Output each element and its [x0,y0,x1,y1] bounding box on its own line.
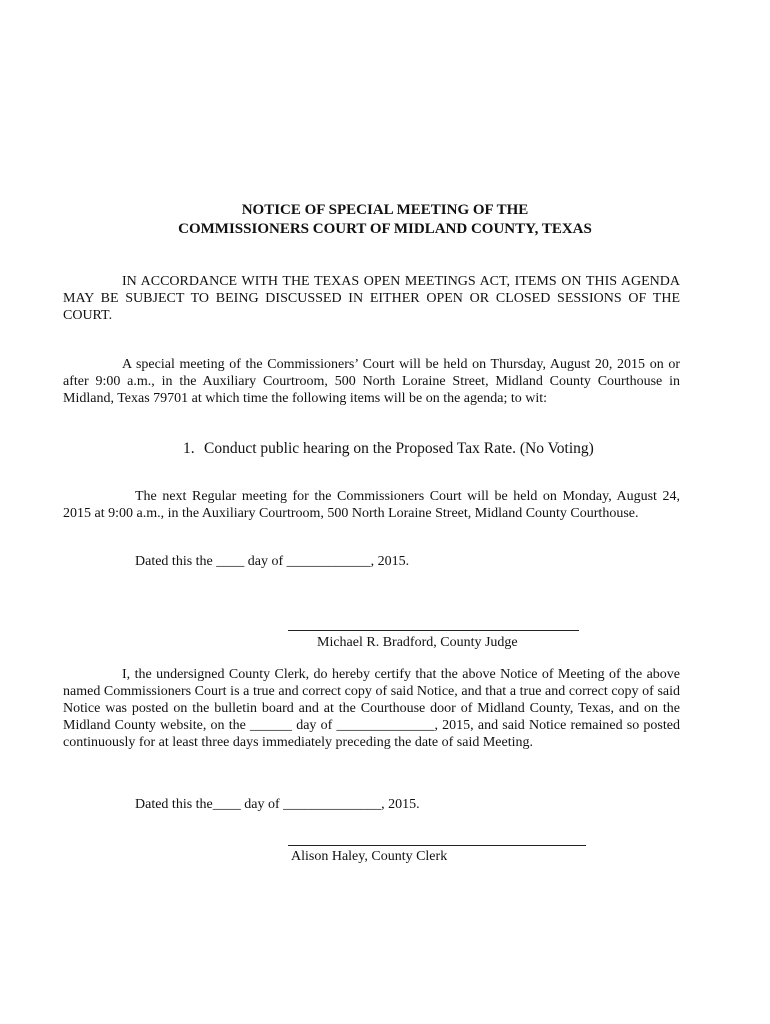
notice-title-line-1: NOTICE OF SPECIAL MEETING OF THE [241,202,529,218]
open-meetings-notice: IN ACCORDANCE WITH THE TEXAS OPEN MEETINGS ACT, ITEMS ON THIS AGENDA MAY BE SUBJECT TO BEING DISCUSSED IN EITHER OPEN OR CLOSED SESSIONS OF THE COURT. [63,274,680,323]
dated-line-judge: Dated this the ____ day of ____________, 2015. [135,554,410,569]
judge-signature-line [288,630,579,631]
clerk-signature-name: Alison Haley, County Clerk [291,849,448,864]
dated-line-clerk: Dated this the____ day of ______________, 2015. [135,797,420,812]
clerk-certification-paragraph: I, the undersigned County Clerk, do hereby certify that the above Notice of Meeting of the above named Commissioners Court is a true and correct copy of said Notice, and that a true and correct copy of said Notice was posted on the bulletin board and at the Courthouse door of Midland County, Texas, and on the Midland County website, on the ______ day of ______________, 2015, and said Notice remained so posted continuously for at least three days immediately preceding the date of said Meeting. [63,667,680,750]
notice-title-line-2: COMMISSIONERS COURT OF MIDLAND COUNTY, TEXAS [178,221,592,237]
judge-signature-name: Michael R. Bradford, County Judge [317,635,518,650]
agenda-item-text: Conduct public hearing on the Proposed Tax Rate. (No Voting) [204,440,594,457]
next-meeting-paragraph: The next Regular meeting for the Commissioners Court will be held on Monday, August 24, 2015 at 9:00 a.m., in the Auxiliary Courtroom, 500 North Loraine Street, Midland County Courthouse. [63,489,680,521]
clerk-signature-line [288,845,586,846]
agenda-item-number: 1. [183,440,195,457]
special-meeting-paragraph: A special meeting of the Commissioners’ Court will be held on Thursday, August 20, 2015 on or after 9:00 a.m., in the Auxiliary Courtroom, 500 North Loraine Street, Midland County Courthouse in Midland, Texas 79701 at which time the following items will be on the agenda; to wit: [63,357,680,406]
agenda-item [183,439,594,458]
